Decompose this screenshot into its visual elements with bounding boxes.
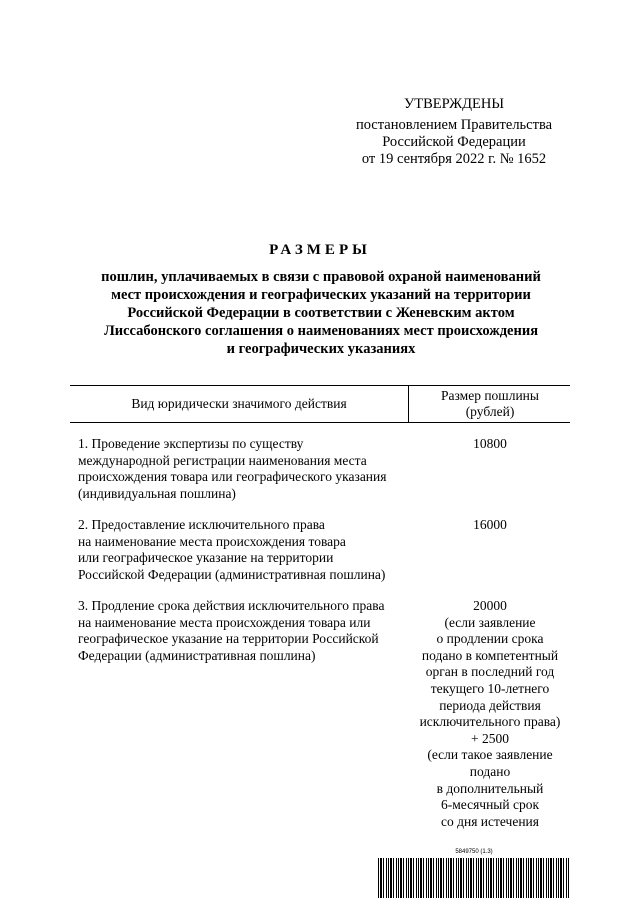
fee-table-header (70, 385, 570, 423)
header-fee-line: Размер пошлины (441, 388, 539, 403)
fee-line: со дня истечения (440, 813, 539, 829)
row-1-action (78, 436, 408, 502)
action-line: Российской Федерации (административная пошлина) (78, 566, 386, 582)
subtitle-line: мест происхождения и географических указаний на территории (111, 287, 531, 303)
row-3-fee (410, 598, 570, 830)
subtitle-line: Лиссабонского соглашения о наименованиях мест происхождения (103, 323, 539, 339)
row-1-fee (410, 436, 570, 453)
action-line: или географическое указание на территории (78, 550, 334, 566)
fee-line: 6-месячный срок (440, 797, 540, 813)
barcode-bars (378, 858, 570, 898)
action-line: происхождения товара или географического указания (78, 469, 387, 485)
document-subtitle (80, 268, 562, 358)
header-action: Вид юридически значимого действия (70, 386, 409, 422)
approval-line: Российской Федерации (382, 134, 526, 150)
approval-heading: УТВЕРЖДЕНЫ (403, 96, 505, 112)
action-line: Федерации (административная пошлина) (78, 647, 316, 663)
fee-line: подано в компетентный (421, 647, 559, 663)
fee-line: + 2500 (471, 730, 509, 746)
action-line: географическое указание на территории Российской (78, 631, 379, 647)
row-2-fee (410, 517, 570, 534)
fee-line: 16000 (473, 517, 507, 532)
barcode-label: 5849750 (1.3) (455, 849, 493, 855)
action-line: международной регистрации наименования места (78, 452, 367, 468)
subtitle-line: и географических указаниях (226, 341, 416, 357)
subtitle-line: пошлин, уплачиваемых в связи с правовой охраной наименований (101, 269, 541, 285)
fee-line: орган в последний год (425, 664, 555, 680)
fee-line: исключительного права) (419, 714, 561, 730)
action-line: 2. Предоставление исключительного права (78, 517, 325, 532)
fee-line: периода действия (439, 697, 541, 713)
fee-line: подано (469, 763, 511, 779)
action-line: (индивидуальная пошлина) (78, 485, 236, 501)
approval-block (346, 96, 562, 168)
fee-line: о продлении срока (436, 631, 544, 647)
row-3-action (78, 598, 408, 664)
barcode (378, 849, 570, 901)
action-line: 1. Проведение экспертизы по существу (78, 436, 304, 451)
fee-line: 10800 (473, 436, 507, 451)
fee-line: 20000 (473, 598, 507, 613)
row-2-action (78, 517, 408, 583)
fee-line: (если такое заявление (427, 747, 553, 763)
action-line: на наименование места происхождения товара или (78, 614, 371, 630)
fee-line: текущего 10-летнего (430, 680, 550, 696)
subtitle-line: Российской Федерации в соответствии с Женевским актом (127, 305, 515, 321)
header-fee-line: (рублей) (465, 404, 515, 419)
fee-line: (если заявление (444, 614, 536, 630)
fee-line: в дополнительный (436, 780, 544, 796)
approval-line: постановлением Правительства (355, 117, 553, 133)
document-title: РАЗМЕРЫ (269, 242, 371, 258)
header-fee (410, 388, 570, 420)
action-line: 3. Продление срока действия исключительного права (78, 598, 385, 613)
action-line: на наименование места происхождения товара (78, 533, 346, 549)
approval-line: от 19 сентября 2022 г. № 1652 (361, 151, 547, 167)
